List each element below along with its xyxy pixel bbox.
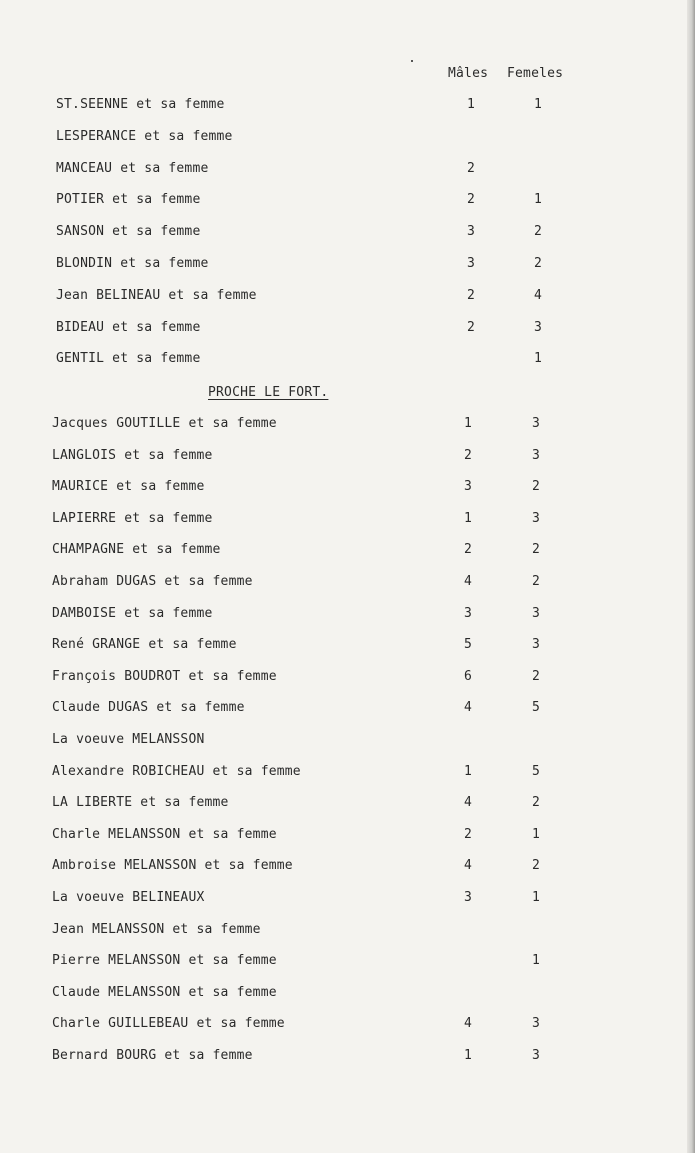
males-count: 3 [466,256,476,271]
household-name: Alexandre ROBICHEAU et sa femme [52,764,301,779]
femeles-count: 1 [533,97,543,112]
list-item [0,129,680,149]
household-name: La voeuve MELANSSON [52,732,205,747]
household-name: Abraham DUGAS et sa femme [52,574,253,589]
femeles-count: 3 [531,1016,541,1031]
list-item [0,224,680,244]
list-item [0,479,680,499]
list-item [0,511,680,531]
list-item [0,320,680,340]
household-name: Jacques GOUTILLE et sa femme [52,416,277,431]
males-count: 2 [466,192,476,207]
list-item [0,795,680,815]
femeles-count: 2 [531,574,541,589]
femeles-count: 3 [531,511,541,526]
list-item [0,669,680,689]
femeles-count: 1 [533,351,543,366]
males-count: 6 [463,669,473,684]
list-item [0,256,680,276]
femeles-count: 3 [531,416,541,431]
males-count: 2 [463,542,473,557]
household-name: LESPERANCE et sa femme [56,129,233,144]
household-name: LA LIBERTE et sa femme [52,795,229,810]
household-name: SANSON et sa femme [56,224,201,239]
males-count: 5 [463,637,473,652]
males-count: 3 [463,606,473,621]
list-item [0,764,680,784]
household-name: François BOUDROT et sa femme [52,669,277,684]
femeles-count: 1 [531,890,541,905]
males-count: 4 [463,795,473,810]
list-item [0,1048,680,1068]
males-count: 1 [463,511,473,526]
household-name: POTIER et sa femme [56,192,201,207]
household-name: ST.SEENNE et sa femme [56,97,225,112]
males-count: 1 [463,764,473,779]
household-name: DAMBOISE et sa femme [52,606,213,621]
household-name: Bernard BOURG et sa femme [52,1048,253,1063]
list-item [0,827,680,847]
household-name: MANCEAU et sa femme [56,161,209,176]
household-name: LANGLOIS et sa femme [52,448,213,463]
femeles-count: 3 [531,448,541,463]
males-count: 1 [466,97,476,112]
list-item [0,637,680,657]
femeles-count: 2 [531,479,541,494]
list-item [0,161,680,181]
males-count: 4 [463,858,473,873]
femeles-count: 5 [531,764,541,779]
household-name: Jean MELANSSON et sa femme [52,922,261,937]
household-name: CHAMPAGNE et sa femme [52,542,221,557]
femeles-count: 2 [533,224,543,239]
household-name: Ambroise MELANSSON et sa femme [52,858,293,873]
femeles-count: 1 [533,192,543,207]
list-item [0,700,680,720]
males-count: 2 [466,288,476,303]
males-count: 1 [463,416,473,431]
page-edge-shadow [687,0,695,1153]
males-count: 3 [463,890,473,905]
list-item [0,922,680,942]
column-header-males: Mâles [448,66,489,81]
femeles-count: 3 [531,1048,541,1063]
femeles-count: 1 [531,827,541,842]
list-item [0,448,680,468]
household-name: GENTIL et sa femme [56,351,201,366]
list-item [0,351,680,371]
males-count: 3 [463,479,473,494]
household-name: LAPIERRE et sa femme [52,511,213,526]
femeles-count: 5 [531,700,541,715]
list-item [0,574,680,594]
femeles-count: 2 [531,542,541,557]
femeles-count: 4 [533,288,543,303]
list-item [0,192,680,212]
household-name: Charle MELANSSON et sa femme [52,827,277,842]
list-item [0,416,680,436]
household-name: Claude MELANSSON et sa femme [52,985,277,1000]
males-count: 2 [463,827,473,842]
list-item [0,732,680,752]
males-count: 4 [463,700,473,715]
list-item [0,288,680,308]
ink-speck [411,60,413,62]
household-name: BIDEAU et sa femme [56,320,201,335]
household-name: Charle GUILLEBEAU et sa femme [52,1016,285,1031]
section-title: PROCHE LE FORT. [208,385,329,400]
femeles-count: 1 [531,953,541,968]
males-count: 2 [466,161,476,176]
femeles-count: 2 [531,669,541,684]
femeles-count: 2 [531,858,541,873]
household-name: Jean BELINEAU et sa femme [56,288,257,303]
males-count: 4 [463,574,473,589]
household-name: Pierre MELANSSON et sa femme [52,953,277,968]
list-item [0,953,680,973]
household-name: La voeuve BELINEAUX [52,890,205,905]
list-item [0,985,680,1005]
list-item [0,858,680,878]
household-name: MAURICE et sa femme [52,479,205,494]
males-count: 2 [463,448,473,463]
household-name: René GRANGE et sa femme [52,637,237,652]
males-count: 1 [463,1048,473,1063]
femeles-count: 2 [531,795,541,810]
males-count: 2 [466,320,476,335]
femeles-count: 2 [533,256,543,271]
column-header-femeles: Femeles [507,66,564,81]
femeles-count: 3 [533,320,543,335]
list-item [0,1016,680,1036]
list-item [0,606,680,626]
list-item [0,890,680,910]
males-count: 4 [463,1016,473,1031]
femeles-count: 3 [531,637,541,652]
list-item [0,97,680,117]
males-count: 3 [466,224,476,239]
femeles-count: 3 [531,606,541,621]
household-name: BLONDIN et sa femme [56,256,209,271]
household-name: Claude DUGAS et sa femme [52,700,245,715]
list-item [0,542,680,562]
